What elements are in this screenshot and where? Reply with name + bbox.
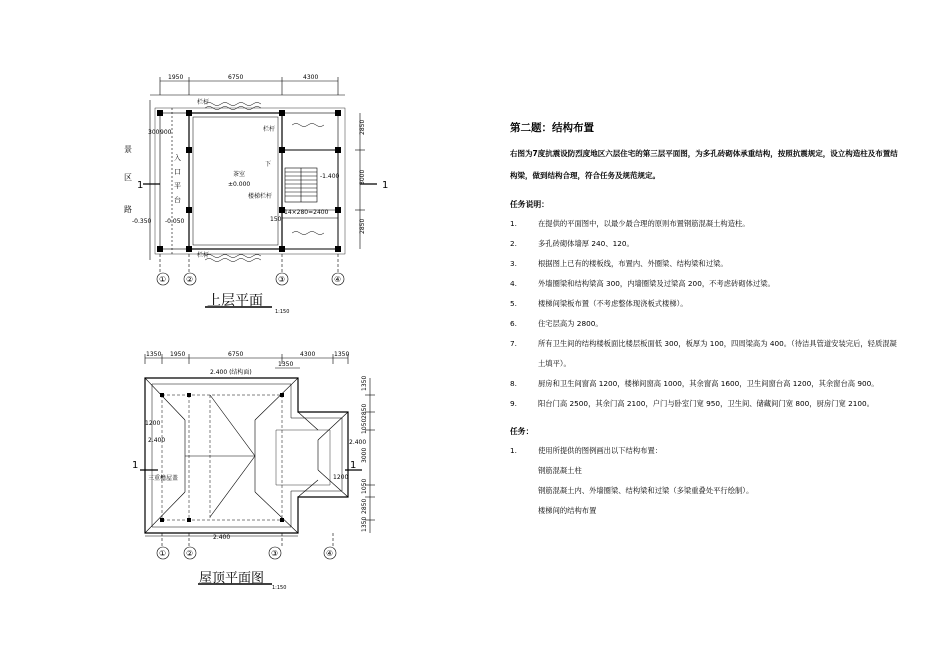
entrance-char-1: 入 <box>174 154 181 162</box>
item-number: 3. <box>510 259 517 268</box>
scenic-char-1: 景 <box>124 145 132 154</box>
roof-plan-labels <box>132 351 368 591</box>
entrance-char-4: 台 <box>174 196 181 204</box>
dim-right-1: 2850 <box>359 119 366 135</box>
roof-dim-top-2: 1950 <box>170 351 186 358</box>
axis-4: ④ <box>334 275 342 284</box>
task-number: 1. <box>510 446 517 455</box>
roof-dim-right-2: 2850 <box>361 403 368 419</box>
item-text: 根据图上已有的楼板线，布置内、外圈梁、结构梁和过梁。 <box>538 259 728 268</box>
item-text: 多孔砖砌体墙厚 240、120。 <box>538 239 634 248</box>
roof-dim-right-5: 1050 <box>361 478 368 494</box>
list-item <box>510 314 900 334</box>
roof-dim-1350b: 1350 <box>278 361 294 368</box>
roof-dim-right-6: 2850 <box>361 498 368 514</box>
item-number: 6. <box>510 319 517 328</box>
item-number: 7. <box>510 339 517 348</box>
item-number: 4. <box>510 279 517 288</box>
entrance-char-2: 口 <box>174 168 181 176</box>
roof-axis-3: ③ <box>271 549 279 558</box>
upper-plan-title: 上层平面 <box>207 293 263 309</box>
dim-top-1: 1950 <box>168 74 184 81</box>
axis-1: ① <box>159 275 167 284</box>
stair-rail-label: 楼梯栏杆 <box>248 193 273 200</box>
task-sub-item: 钢筋混凝土内、外墙圈梁、结构梁和过梁（多梁重叠处平行绘制）。 <box>538 486 754 495</box>
elev-neg3: -0.050 <box>165 218 185 225</box>
entrance-char-3: 平 <box>174 182 181 190</box>
steps-label: 14×280=2400 <box>284 209 329 216</box>
roof-dim-top-5: 1350 <box>334 351 350 358</box>
list-item <box>510 274 900 294</box>
item-text: 阳台门高 2500，其余门高 2100，户门与卧室门宽 950，卫生间、储藏间门宽 800，厨房门宽 2100。 <box>538 399 874 408</box>
list-item <box>510 334 900 374</box>
item-text: 楼梯间梁板布置（不考虑整体现浇板式楼梯）。 <box>538 299 688 308</box>
item-text: 所有卫生间的结构楼板面比楼层板面低 300，板厚为 100，四周梁高为 400。（待洁具管道安装完后，轻质混凝土填平）。 <box>538 339 897 368</box>
elev-neg2: -0.350 <box>132 218 152 225</box>
roof-dim-1200b: 1200 <box>333 474 349 481</box>
task-sub-item: 钢筋混凝土柱 <box>538 466 582 475</box>
list-item <box>510 294 900 314</box>
axis-3: ③ <box>278 275 286 284</box>
item-text: 厨房和卫生间窗高 1200，楼梯间窗高 1000，其余窗高 1600，卫生间窗台高 1200，其余窗台高 900。 <box>538 379 879 388</box>
roof-dim-2400b: 2.400 <box>349 439 367 446</box>
railing-top-label: 栏杆 <box>197 99 210 106</box>
elevation-label: ±0.000 <box>228 181 251 188</box>
roof-dim-right-1: 1350 <box>361 375 368 391</box>
roof-slope-bottom: 2.400 <box>213 534 231 541</box>
task-sub-item: 楼梯间的结构布置 <box>538 506 597 515</box>
list-item <box>510 394 900 414</box>
dim-top-2: 6750 <box>228 74 244 81</box>
scenic-char-3: 路 <box>124 205 132 214</box>
roof-plan <box>140 354 375 584</box>
roof-axis-1: ① <box>159 549 167 558</box>
item-number: 8. <box>510 379 517 388</box>
dim-left-300: 300 <box>148 129 160 136</box>
dim-left-900: 900 <box>160 129 172 136</box>
section-mark-right: 1 <box>382 180 389 191</box>
roof-plan-title: 屋顶平面图 <box>199 571 265 586</box>
roof-dim-1200: 1200 <box>145 420 161 427</box>
railing-mid-label: 栏杆 <box>263 126 276 133</box>
roof-section-mark-left: 1 <box>132 460 139 471</box>
list-item <box>510 254 900 274</box>
list-item <box>510 374 900 394</box>
task-item <box>510 441 900 461</box>
item-text: 在提供的平面图中，以最少最合理的原则布置钢筋混凝土构造柱。 <box>538 219 750 228</box>
list-item <box>510 234 900 254</box>
scenic-char-2: 区 <box>124 173 132 182</box>
dim-right-3: 2850 <box>359 218 366 234</box>
elev-neg1: -1.400 <box>320 173 340 180</box>
upper-plan-labels <box>124 74 388 315</box>
roof-axis-4: ④ <box>326 549 334 558</box>
roof-dim-top-3: 6750 <box>228 351 244 358</box>
task-heading: 任务： <box>510 427 534 436</box>
roof-dim-right-7: 1350 <box>361 516 368 532</box>
roof-plan-columns <box>160 393 284 522</box>
task-text: 使用所提供的图例画出以下结构布置： <box>538 446 663 455</box>
task-description-heading: 任务说明： <box>510 200 549 209</box>
step-label: 150 <box>270 216 282 223</box>
dim-top-3: 4300 <box>303 74 319 81</box>
roof-dim-2400a: 2.400 <box>148 437 166 444</box>
question-intro: 右图为7度抗震设防烈度地区六层住宅的第三层平面图，为多孔砖砌体承重结构，按照抗震规定，设立构造柱及布置结构梁，做到结构合理，符合任务及规范规定。 <box>510 149 898 180</box>
railing-bottom-label: 栏杆 <box>197 252 210 259</box>
roof-plan-scale: 1:150 <box>272 585 287 591</box>
roof-dim-right-4: 3000 <box>361 447 368 463</box>
section-mark-left: 1 <box>137 180 144 191</box>
roof-dim-right-3: 1050 <box>361 418 368 434</box>
roof-dim-top-4: 4300 <box>300 351 316 358</box>
item-number: 1. <box>510 219 517 228</box>
upper-floor-plan <box>143 77 377 307</box>
axis-2: ② <box>186 275 194 284</box>
upper-plan-scale: 1:150 <box>275 309 290 315</box>
item-text: 外墙圈梁和结构梁高 300，内墙圈梁及过梁高 200，不考虑砖砌体过梁。 <box>538 279 775 288</box>
item-number: 2. <box>510 239 517 248</box>
item-number: 5. <box>510 299 517 308</box>
room-label: 茶室 <box>233 171 246 178</box>
question-title: 第二题：结构布置 <box>510 122 594 134</box>
down-label: 下 <box>265 161 272 168</box>
roof-dim-top-1: 1350 <box>146 351 162 358</box>
roof-section-mark-right: 1 <box>350 460 357 471</box>
roof-slope-top: 2.400 (结构面) <box>210 369 252 376</box>
item-number: 9. <box>510 399 517 408</box>
dim-right-2: 3000 <box>359 169 366 185</box>
item-text: 住宅层高为 2800。 <box>538 319 603 328</box>
roof-axis-2: ② <box>186 549 194 558</box>
list-item <box>510 214 900 234</box>
roof-note: 三重檐屋盖 <box>148 475 179 482</box>
task-text-block <box>510 120 900 521</box>
